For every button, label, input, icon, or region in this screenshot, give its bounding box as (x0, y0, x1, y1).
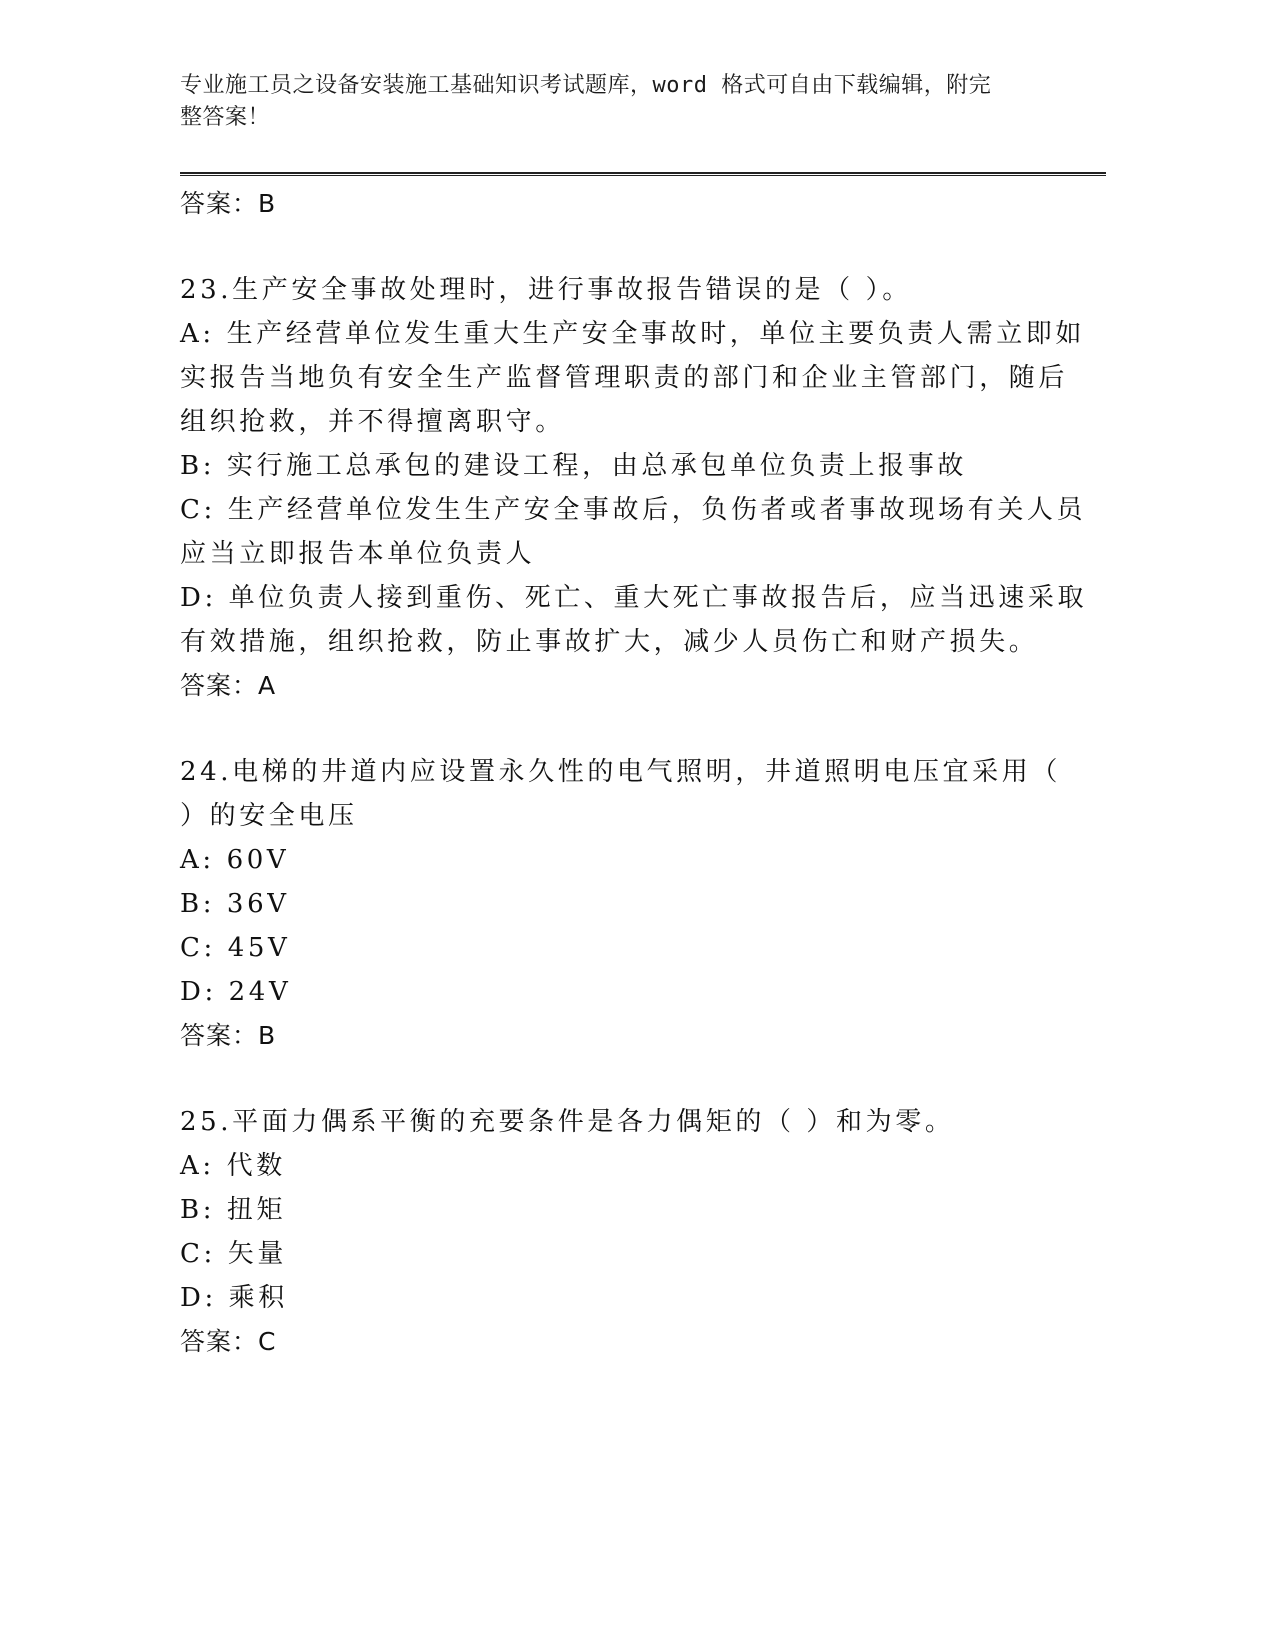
question-text: ）的安全电压 (180, 801, 358, 831)
option-a-line: A: 生产经营单位发生重大生产安全事故时，单位主要负责人需立即如 (180, 319, 1086, 349)
question-text: 23.生产安全事故处理时，进行事故报告错误的是（ ）。 (180, 275, 912, 305)
option-c-line: 应当立即报告本单位负责人 (180, 539, 536, 569)
option-d-line: 有效措施，组织抢救，防止事故扩大，减少人员伤亡和财产损失。 (180, 627, 1039, 657)
spacer (180, 708, 1060, 750)
option-b: B: 扭矩 (180, 1195, 287, 1225)
header-line-1: 专业施工员之设备安装施工基础知识考试题库，word 格式可自由下载编辑，附完 (180, 73, 992, 98)
option-c: C: 矢量 (180, 1239, 287, 1269)
header-line-2: 整答案！ (180, 105, 271, 130)
question-text: 25.平面力偶系平衡的充要条件是各力偶矩的（ ）和为零。 (180, 1107, 955, 1137)
spacer (180, 226, 1060, 268)
answer-text: 答案：C (180, 1327, 277, 1356)
option-b: B: 36V (180, 889, 290, 919)
option-a: A: 代数 (180, 1151, 286, 1181)
option-b-line: B: 实行施工总承包的建设工程，由总承包单位负责上报事故 (180, 451, 967, 481)
option-a-line: 实报告当地负有安全生产监督管理职责的部门和企业主管部门，随后 (180, 363, 1069, 393)
option-c: C: 45V (180, 933, 291, 963)
question-23 (180, 268, 1088, 708)
page-header (180, 70, 1050, 134)
question-text: 24.电梯的井道内应设置永久性的电气照明，井道照明电压宜采用（ (180, 757, 1061, 787)
option-c-line: C: 生产经营单位发生生产安全事故后，负伤者或者事故现场有关人员 (180, 495, 1087, 525)
header-divider (180, 172, 1106, 176)
option-a-line: 组织抢救，并不得擅离职守。 (180, 407, 565, 437)
document-body (180, 182, 1088, 1364)
spacer (180, 1058, 1060, 1100)
option-a: A: 60V (180, 845, 290, 875)
option-d-line: D: 单位负责人接到重伤、死亡、重大死亡事故报告后，应当迅速采取 (180, 583, 1088, 613)
previous-answer: 答案：B (180, 189, 277, 218)
answer-text: 答案：B (180, 1021, 277, 1050)
question-25 (180, 1100, 1060, 1364)
option-d: D: 24V (180, 977, 292, 1007)
answer-text: 答案：A (180, 671, 277, 700)
option-d: D: 乘积 (180, 1283, 288, 1313)
question-24 (180, 750, 1060, 1058)
